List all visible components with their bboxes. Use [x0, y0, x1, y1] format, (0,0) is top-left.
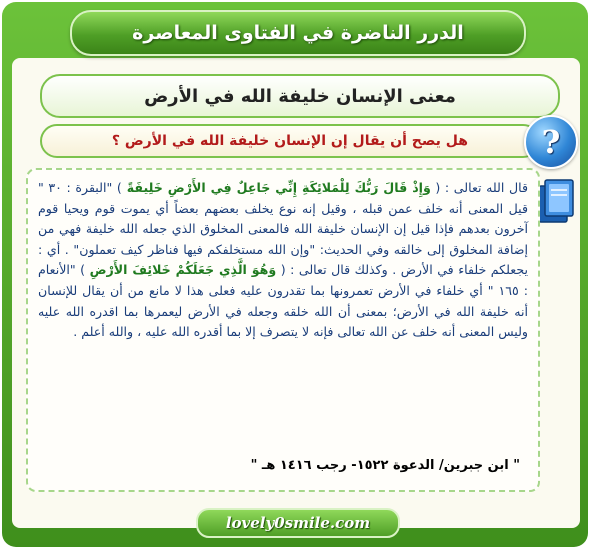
answer-part-2: ) "البقرة : ٣٠ " قيل المعنى أنه خلف عمن قبله ، وقيل إنه نوع يخلف بعضهم بعضاً أي يموت قوم ويحيا قوم آخرون بعدهم فإذا قيل إن الإنسان خليفة الله فالمعنى المخلوق الذي جعله الله خليفة فهي من إضافة المخلوق إلى خالقه وفي الحديث: "وإن الله مستخلفكم فيها فناظر كيف تعملون" . أي : يجعلكم خلفاء في الأرض . وكذلك قال تعالى : (	[38, 180, 528, 278]
header-banner	[70, 10, 526, 56]
subtitle-bar	[40, 74, 560, 118]
question-text: هل يصح أن يقال إن الإنسان خليفة الله في الأرض ؟	[111, 133, 468, 149]
question-mark-icon: ?	[524, 115, 578, 169]
reference-line: " ابن جبرين/ الدعوة ١٥٢٢- رجب ١٤١٦ هـ "	[250, 458, 520, 473]
footer-site-link[interactable]: lovely0smile.com	[225, 514, 371, 532]
verse-baqarah: وَإِذْ قَالَ رَبُّكَ لِلْمَلائِكَةِ إِنِّي جَاعِلٌ فِي الأَرْضِ خَلِيفَةً	[121, 180, 431, 195]
answer-box	[26, 168, 540, 492]
header-title: الدرر الناضرة في الفتاوى المعاصرة	[132, 22, 464, 44]
page-title: معنى الإنسان خليفة الله في الأرض	[144, 85, 456, 107]
footer-badge[interactable]	[196, 508, 400, 538]
verse-anam: وَهُوَ الَّذِي جَعَلَكُمْ خَلائِفَ الأَرْضِ	[89, 262, 277, 278]
question-bar	[40, 124, 540, 158]
book-icon	[535, 176, 579, 228]
answer-text	[38, 178, 528, 343]
answer-part-3: ) "الأنعام : ١٦٥ " أي خلفاء في الأرض تعمرونها بما تقدرون عليه فعلى هذا لا مانع من أن يقال للإنسان أنه خليفة الله في الأرض؛ بمعنى أن الله خلقه وجعله في الأرض ليعمرها بما اقدره الله عليه وليس المعنى أنه خلف عن الله تعالى فإنه لا يتصرف إلا بما أقدره الله عليه ، والله أعلم .	[38, 262, 529, 340]
answer-intro: قال الله تعالى : (	[435, 180, 529, 195]
